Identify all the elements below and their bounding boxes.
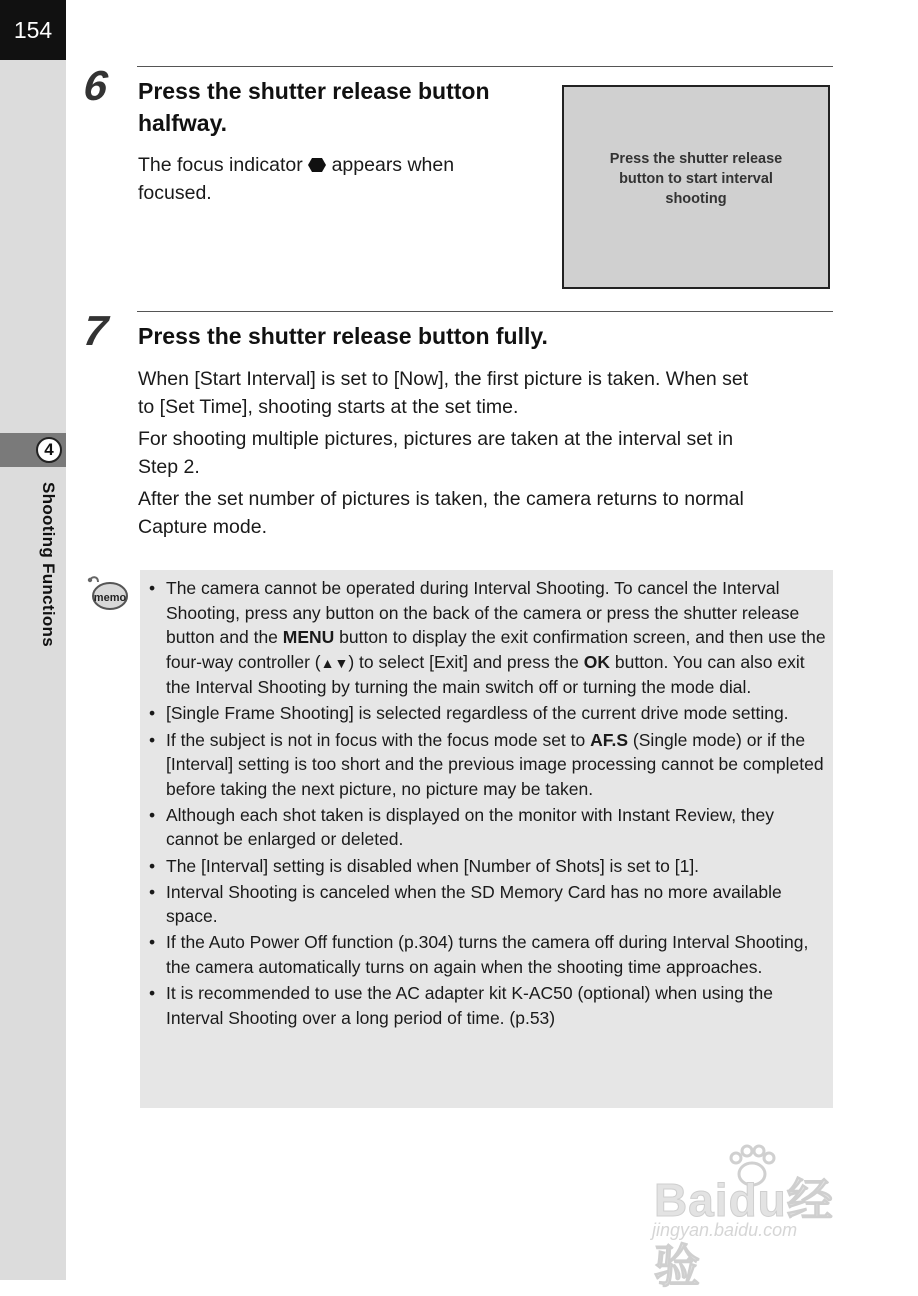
up-down-arrows-icon: ▲▼ bbox=[320, 654, 349, 671]
svg-text:memo: memo bbox=[93, 592, 127, 604]
memo-box bbox=[140, 570, 833, 1108]
memo-list bbox=[140, 570, 833, 1030]
list-item: • If the Auto Power Off function (p.304) turns the camera off during Interval Shooting, the camera automatically turns on again when the shooting time approaches. bbox=[166, 930, 827, 979]
step-divider bbox=[137, 311, 833, 312]
afs-key: AF.S bbox=[590, 729, 629, 750]
list-item: • Although each shot taken is displayed on the monitor with Instant Review, they cannot be enlarged or deleted. bbox=[166, 803, 827, 852]
page-number: 154 bbox=[0, 0, 66, 60]
step-6-heading-line1: Press the shutter release button bbox=[138, 78, 490, 104]
step-7-paragraph: For shooting multiple pictures, pictures are taken at the interval set in Step 2. bbox=[138, 428, 734, 478]
watermark-url: jingyan.baidu.com bbox=[652, 1220, 798, 1240]
step-6-body bbox=[138, 151, 454, 207]
step-6-number: 6 bbox=[81, 62, 110, 109]
step-7-heading: Press the shutter release button fully. bbox=[138, 323, 548, 349]
list-item: • It is recommended to use the AC adapter kit K-AC50 (optional) when using the Interval Shooting over a long period of time. (p.53) bbox=[166, 981, 827, 1030]
step-6-heading bbox=[138, 75, 490, 139]
step-divider bbox=[137, 66, 833, 67]
menu-key: MENU bbox=[282, 627, 335, 648]
step-7-paragraph: When [Start Interval] is set to [Now], the first picture is taken. When set to [Set Time], shooting starts at the set time. bbox=[138, 368, 749, 418]
ok-key: OK bbox=[583, 651, 610, 672]
memo-icon bbox=[86, 574, 130, 614]
screen-message: Press the shutter release button to start interval shooting bbox=[609, 151, 783, 207]
step-6-body-line2: focused. bbox=[138, 182, 212, 204]
chapter-title: Shooting Functions bbox=[39, 482, 58, 647]
list-item: • The [Interval] setting is disabled when [Number of Shots] is set to [1]. bbox=[166, 854, 827, 879]
chapter-number-badge: 4 bbox=[36, 437, 62, 463]
step-7-paragraph: After the set number of pictures is taken, the camera returns to normal Capture mode. bbox=[138, 488, 744, 538]
step-6-heading-line2: halfway. bbox=[138, 110, 228, 136]
step-7-number: 7 bbox=[81, 307, 110, 354]
focus-indicator-icon bbox=[308, 158, 326, 172]
list-item: • Interval Shooting is canceled when the SD Memory Card has no more available space. bbox=[166, 880, 827, 929]
list-item: • The camera cannot be operated during Interval Shooting. To cancel the Interval Shooting, press any button on the back of the camera or press the shutter release button and the MENU button to display the exit confirmation screen, and then use the four-way controller (▲▼) to select [Exit] and press the OK button. You can also exit the Interval Shooting by turning the main switch off or turning the mode dial. bbox=[166, 576, 827, 700]
list-item: • If the subject is not in focus with the focus mode set to AF.S (Single mode) or if the [Interval] setting is too short and the previous image processing cannot be completed before taking the next picture, no picture may be taken. bbox=[166, 728, 827, 802]
watermark-logo-text: Baidu经验 bbox=[654, 1174, 834, 1292]
step-7-body bbox=[138, 365, 748, 541]
step-6-body-line1: The focus indicator appears when bbox=[138, 154, 455, 176]
baidu-watermark bbox=[648, 1150, 868, 1292]
camera-screen-illustration bbox=[562, 85, 830, 289]
list-item: • [Single Frame Shooting] is selected regardless of the current drive mode setting. bbox=[166, 701, 827, 726]
